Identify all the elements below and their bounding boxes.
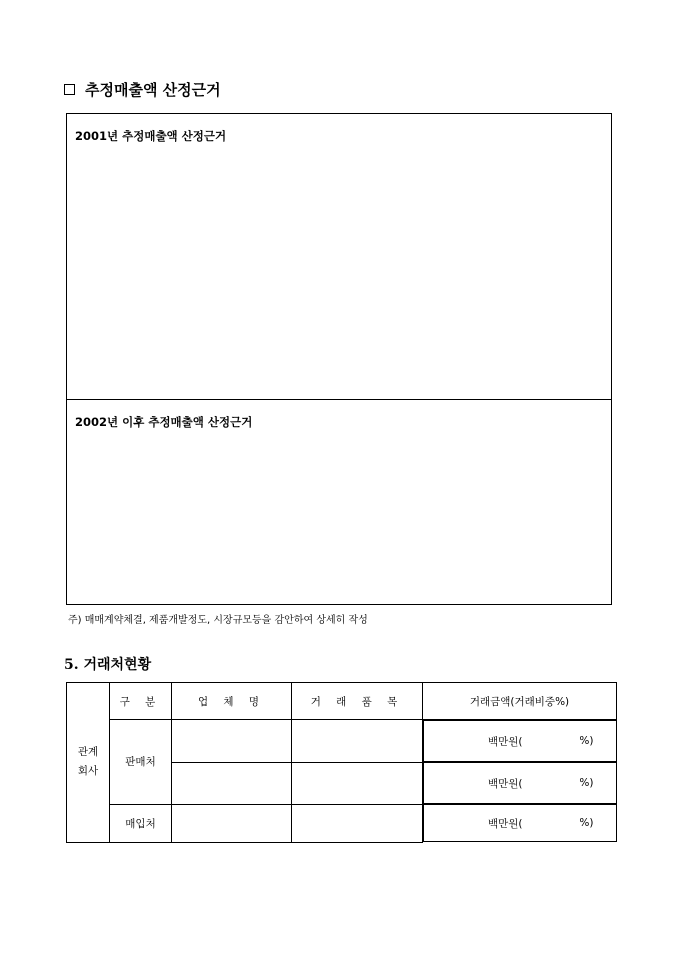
sales-amount-cell-1[interactable] <box>423 720 617 762</box>
amount-suffix: %) <box>579 777 594 789</box>
row-label-purchase: 매입처 <box>110 804 172 842</box>
estimate-2002-heading: 2002년 이후 추정매출액 산정근거 <box>75 415 253 429</box>
amount-unit: 백만원( <box>488 817 523 830</box>
estimate-2001-box[interactable] <box>66 113 612 400</box>
group-label: 관계 회사 <box>77 746 99 778</box>
amount-suffix: %) <box>579 735 594 747</box>
sales-items-cell-1[interactable] <box>292 720 423 763</box>
row-label-sales: 판매처 <box>110 720 172 805</box>
purchase-company-cell[interactable] <box>172 804 292 842</box>
estimate-2002-box[interactable] <box>66 399 612 605</box>
sales-company-cell-1[interactable] <box>172 720 292 763</box>
sales-items-cell-2[interactable] <box>292 762 423 804</box>
estimate-2001-heading: 2001년 추정매출액 산정근거 <box>75 129 227 143</box>
sales-company-cell-2[interactable] <box>172 762 292 804</box>
purchase-items-cell[interactable] <box>292 804 423 842</box>
trade-table <box>66 682 617 843</box>
trade-section-title: 5. 거래처현황 <box>64 657 152 673</box>
header-category: 구 분 <box>110 683 172 720</box>
amount-unit: 백만원( <box>488 735 523 748</box>
header-amount: 거래금액(거래비중%) <box>423 683 617 720</box>
header-company: 업 체 명 <box>172 683 292 720</box>
group-label-cell <box>67 683 110 843</box>
amount-suffix: %) <box>579 817 594 829</box>
checkbox-icon <box>64 84 75 95</box>
amount-unit: 백만원( <box>488 777 523 790</box>
purchase-amount-cell[interactable] <box>423 804 617 842</box>
estimate-section-title-text: 추정매출액 산정근거 <box>85 81 221 99</box>
estimate-note: 주) 매매계약체결, 제품개발정도, 시장규모등을 감안하여 상세히 작성 <box>68 615 368 626</box>
estimate-section-title <box>64 79 221 100</box>
header-items: 거 래 품 목 <box>292 683 423 720</box>
sales-amount-cell-2[interactable] <box>423 762 617 804</box>
